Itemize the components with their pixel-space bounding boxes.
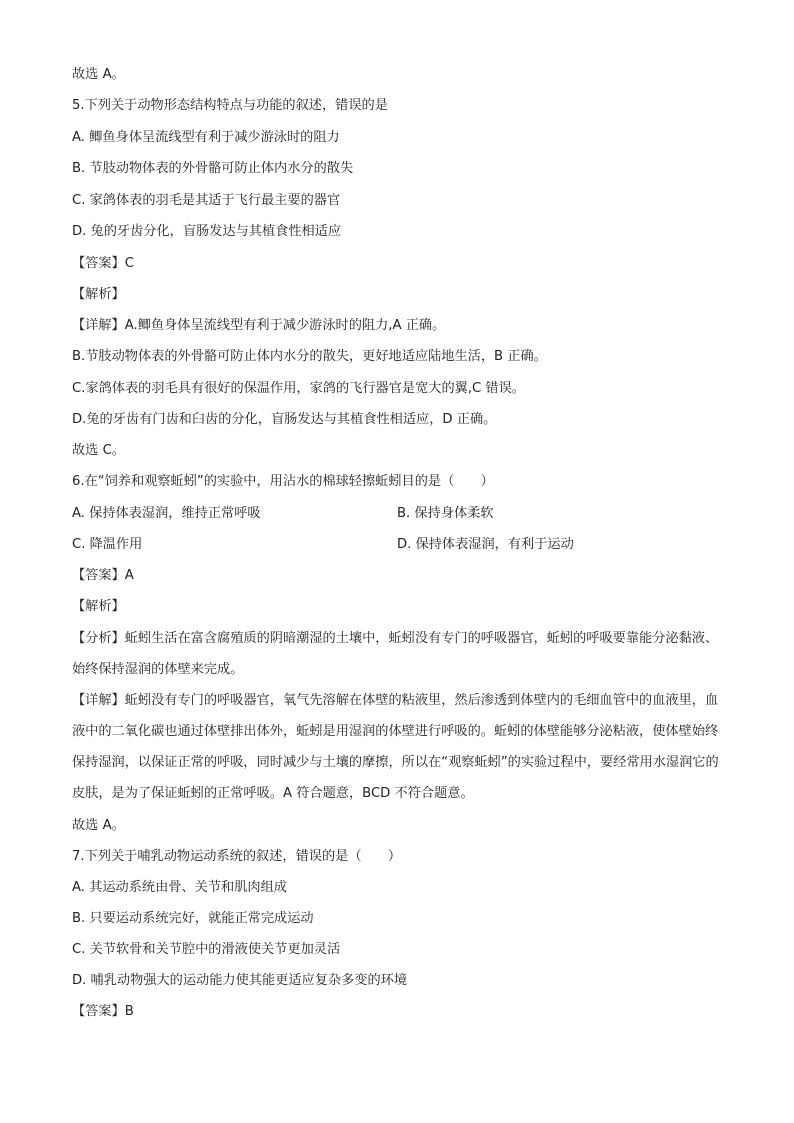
- option-c: C. 降温作用: [72, 537, 143, 552]
- question-5-stem: 5.下列关于动物形态结构特点与功能的叙述，错误的是: [72, 98, 388, 113]
- analysis-heading: 【解析】: [72, 287, 125, 302]
- detail-line: D.兔的牙齿有门齿和臼齿的分化，盲肠发达与其植食性相适应，D 正确。: [72, 412, 497, 427]
- option-b: B. 只要运动系统完好，就能正常完成运动: [72, 911, 314, 926]
- analysis-heading: 【解析】: [72, 599, 125, 614]
- answer-line: 【答案】C: [72, 256, 134, 271]
- option-c: C. 家鸽体表的羽毛是其适于飞行最主要的器官: [72, 193, 341, 208]
- question-6-stem: 6.在“饲养和观察蚯蚓”的实验中，用沾水的棉球轻擦蚯蚓目的是（ ）: [72, 474, 494, 489]
- text-line: 故选 C。: [72, 443, 125, 458]
- option-d: D. 哺乳动物强大的运动能力使其能更适应复杂多变的环境: [72, 973, 408, 988]
- detail-paragraph: 【详解】蚯蚓没有专门的呼吸器官，氧气先溶解在体壁的粘液里，然后渗透到体壁内的毛细血管中的血液里，血液中的二氧化碳也通过体壁排出体外，蚯蚓是用湿润的体壁进行呼吸的。蚯蚓的体壁能够分泌粘液，使体壁始终保持湿润，以保证正常的呼吸，同时减少与土壤的摩擦，所以在“观察蚯蚓”的实验过程中，要经常用水湿润它的皮肤，是为了保证蚯蚓的正常呼吸。A 符合题意，BCD 不符合题意。: [72, 693, 719, 801]
- answer-line: 【答案】A: [72, 568, 134, 583]
- option-d: D. 兔的牙齿分化，盲肠发达与其植食性相适应: [72, 224, 342, 239]
- analysis-paragraph: 【分析】蚯蚓生活在富含腐殖质的阴暗潮湿的土壤中，蚯蚓没有专门的呼吸器官，蚯蚓的呼吸要靠能分泌黏液、始终保持湿润的体壁来完成。: [72, 631, 719, 677]
- text-line: 故选 A。: [72, 818, 125, 833]
- option-a: A. 其运动系统由骨、关节和肌肉组成: [72, 880, 287, 895]
- detail-line: B.节肢动物体表的外骨骼可防止体内水分的散失，更好地适应陆地生活，B 正确。: [72, 349, 547, 364]
- text-line: 故选 A。: [72, 67, 125, 82]
- option-d: D. 保持体表湿润，有利于运动: [397, 537, 574, 552]
- answer-line: 【答案】B: [72, 1004, 134, 1019]
- option-a: A. 保持体表湿润，维持正常呼吸: [72, 506, 261, 521]
- option-a: A. 鲫鱼身体呈流线型有利于减少游泳时的阻力: [72, 130, 340, 145]
- detail-line: 【详解】A.鲫鱼身体呈流线型有利于减少游泳时的阻力,A 正确。: [72, 318, 446, 333]
- option-c: C. 关节软骨和关节腔中的滑液使关节更加灵活: [72, 942, 341, 957]
- option-b: B. 保持身体柔软: [397, 506, 494, 521]
- option-b: B. 节肢动物体表的外骨骼可防止体内水分的散失: [72, 161, 354, 176]
- question-7-stem: 7.下列关于哺乳动物运动系统的叙述，错误的是（ ）: [72, 849, 402, 864]
- detail-line: C.家鸽体表的羽毛具有很好的保温作用，家鸽的飞行器官是宽大的翼,C 错误。: [72, 381, 525, 396]
